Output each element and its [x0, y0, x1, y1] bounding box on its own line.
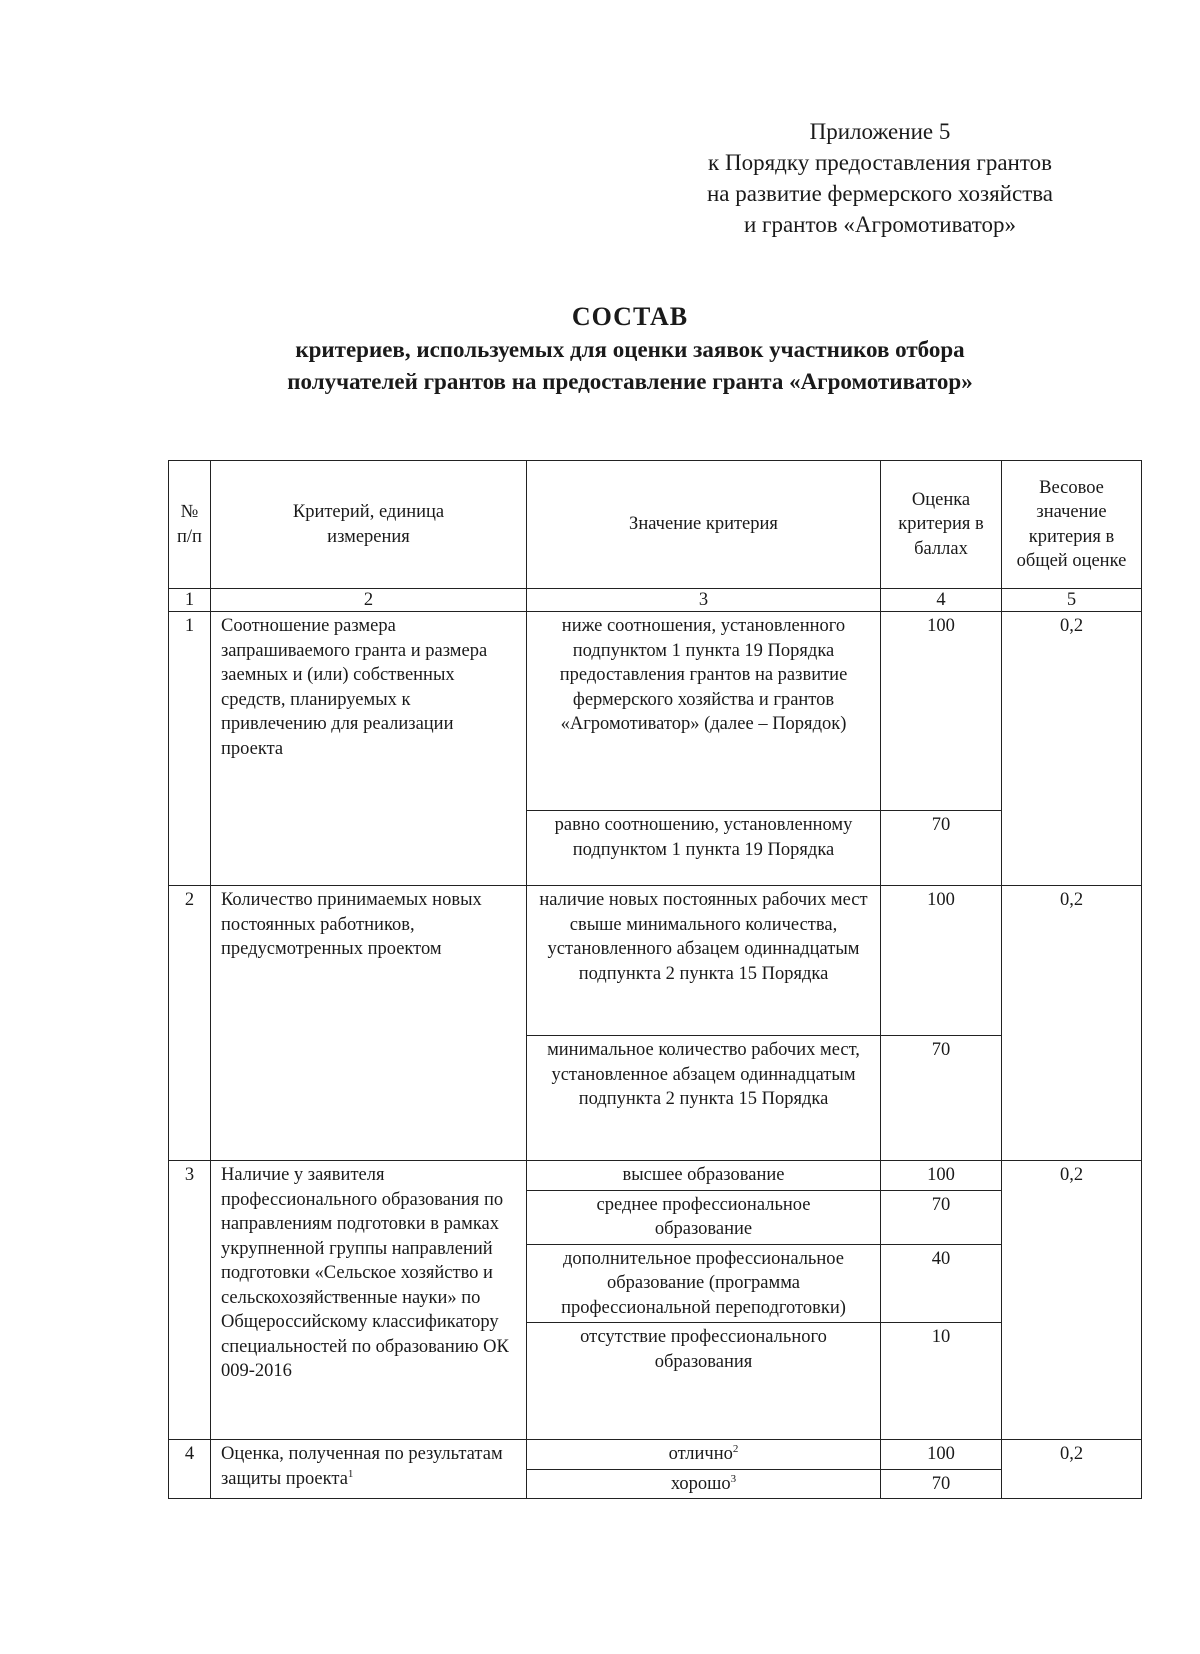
document-title: СОСТАВ	[571, 302, 689, 331]
criterion-text: Соотношение размера запрашиваемого гранта и размера заемных и (или) собственных средств, планируемых к привлечению для реализации проекта	[211, 612, 527, 886]
criterion-value: отлично	[668, 1444, 733, 1464]
header-criterion: Критерий, единица измерения	[211, 461, 527, 589]
criterion-text-cell	[211, 1440, 527, 1499]
row-number: 3	[169, 1161, 211, 1440]
appendix-line: на развитие фермерского хозяйства	[706, 181, 1054, 206]
document-subtitle: получателей грантов на предоставление гранта «Агромотиватор»	[287, 369, 973, 394]
appendix-line: и грантов «Агромотиватор»	[743, 212, 1016, 237]
row-number: 4	[169, 1440, 211, 1499]
appendix-note	[660, 116, 1100, 240]
header-value: Значение критерия	[527, 461, 881, 589]
criterion-weight: 0,2	[1002, 1440, 1142, 1499]
criterion-value: ниже соотношения, установленного подпунктом 1 пункта 19 Порядка предоставления грантов на развитие фермерского хозяйства и грантов «Агромотиватор» (далее – Порядок)	[527, 612, 881, 811]
appendix-line: Приложение 5	[809, 119, 951, 144]
header-score: Оценка критерия в баллах	[881, 461, 1002, 589]
index-cell: 2	[211, 589, 527, 612]
table-row	[169, 1161, 1142, 1191]
row-number: 1	[169, 612, 211, 886]
footnote-mark: 1	[347, 1467, 354, 1480]
criterion-value: среднее профессиональное образование	[527, 1190, 881, 1244]
criterion-score: 70	[881, 811, 1002, 886]
criterion-value: равно соотношению, установленному подпунктом 1 пункта 19 Порядка	[527, 811, 881, 886]
header-row	[169, 461, 1142, 589]
criterion-value-cell	[527, 1440, 881, 1470]
index-cell: 5	[1002, 589, 1142, 612]
header-weight: Весовое значение критерия в общей оценке	[1002, 461, 1142, 589]
criterion-text: Оценка, полученная по результатам защиты проекта	[221, 1444, 503, 1489]
criterion-text: Количество принимаемых новых постоянных работников, предусмотренных проектом	[211, 886, 527, 1161]
index-cell: 3	[527, 589, 881, 612]
criterion-value-cell	[527, 1469, 881, 1499]
appendix-line: к Порядку предоставления грантов	[708, 150, 1052, 175]
document-heading	[140, 300, 1120, 398]
index-cell: 4	[881, 589, 1002, 612]
criterion-score: 70	[881, 1190, 1002, 1244]
criterion-score: 70	[881, 1036, 1002, 1161]
criterion-weight: 0,2	[1002, 1161, 1142, 1440]
footnote-mark: 3	[730, 1472, 737, 1485]
criterion-score: 100	[881, 886, 1002, 1036]
index-row	[169, 589, 1142, 612]
criterion-value: высшее образование	[527, 1161, 881, 1191]
criterion-weight: 0,2	[1002, 612, 1142, 886]
table-row	[169, 1440, 1142, 1470]
criterion-score: 40	[881, 1244, 1002, 1323]
document-subtitle: критериев, используемых для оценки заявок участников отбора	[295, 337, 965, 362]
row-number: 2	[169, 886, 211, 1161]
criterion-score: 10	[881, 1323, 1002, 1440]
criterion-value: хорошо	[670, 1473, 731, 1494]
header-num: № п/п	[169, 461, 211, 589]
index-cell: 1	[169, 589, 211, 612]
footnote-mark: 2	[732, 1442, 739, 1455]
criterion-value: отсутствие профессионального образования	[527, 1323, 881, 1440]
criterion-value: дополнительное профессиональное образование (программа профессиональной переподготовки)	[527, 1244, 881, 1323]
table-row	[169, 612, 1142, 811]
criterion-weight: 0,2	[1002, 886, 1142, 1161]
criterion-score: 100	[881, 1161, 1002, 1191]
table-row	[169, 886, 1142, 1036]
criterion-score: 100	[881, 1440, 1002, 1470]
criterion-value: минимальное количество рабочих мест, установленное абзацем одиннадцатым подпункта 2 пункта 15 Порядка	[527, 1036, 881, 1161]
criterion-score: 70	[881, 1469, 1002, 1499]
criterion-text: Наличие у заявителя профессионального образования по направлениям подготовки в рамках укрупненной группы направлений подготовки «Сельское хозяйство и сельскохозяйственные науки» по Общероссийскому классификатору специальностей по образованию ОК 009-2016	[211, 1161, 527, 1440]
criterion-score: 100	[881, 612, 1002, 811]
criterion-value: наличие новых постоянных рабочих мест свыше минимального количества, установленного абзацем одиннадцатым подпункта 2 пункта 15 Порядка	[527, 886, 881, 1036]
criteria-table	[168, 460, 1142, 1499]
